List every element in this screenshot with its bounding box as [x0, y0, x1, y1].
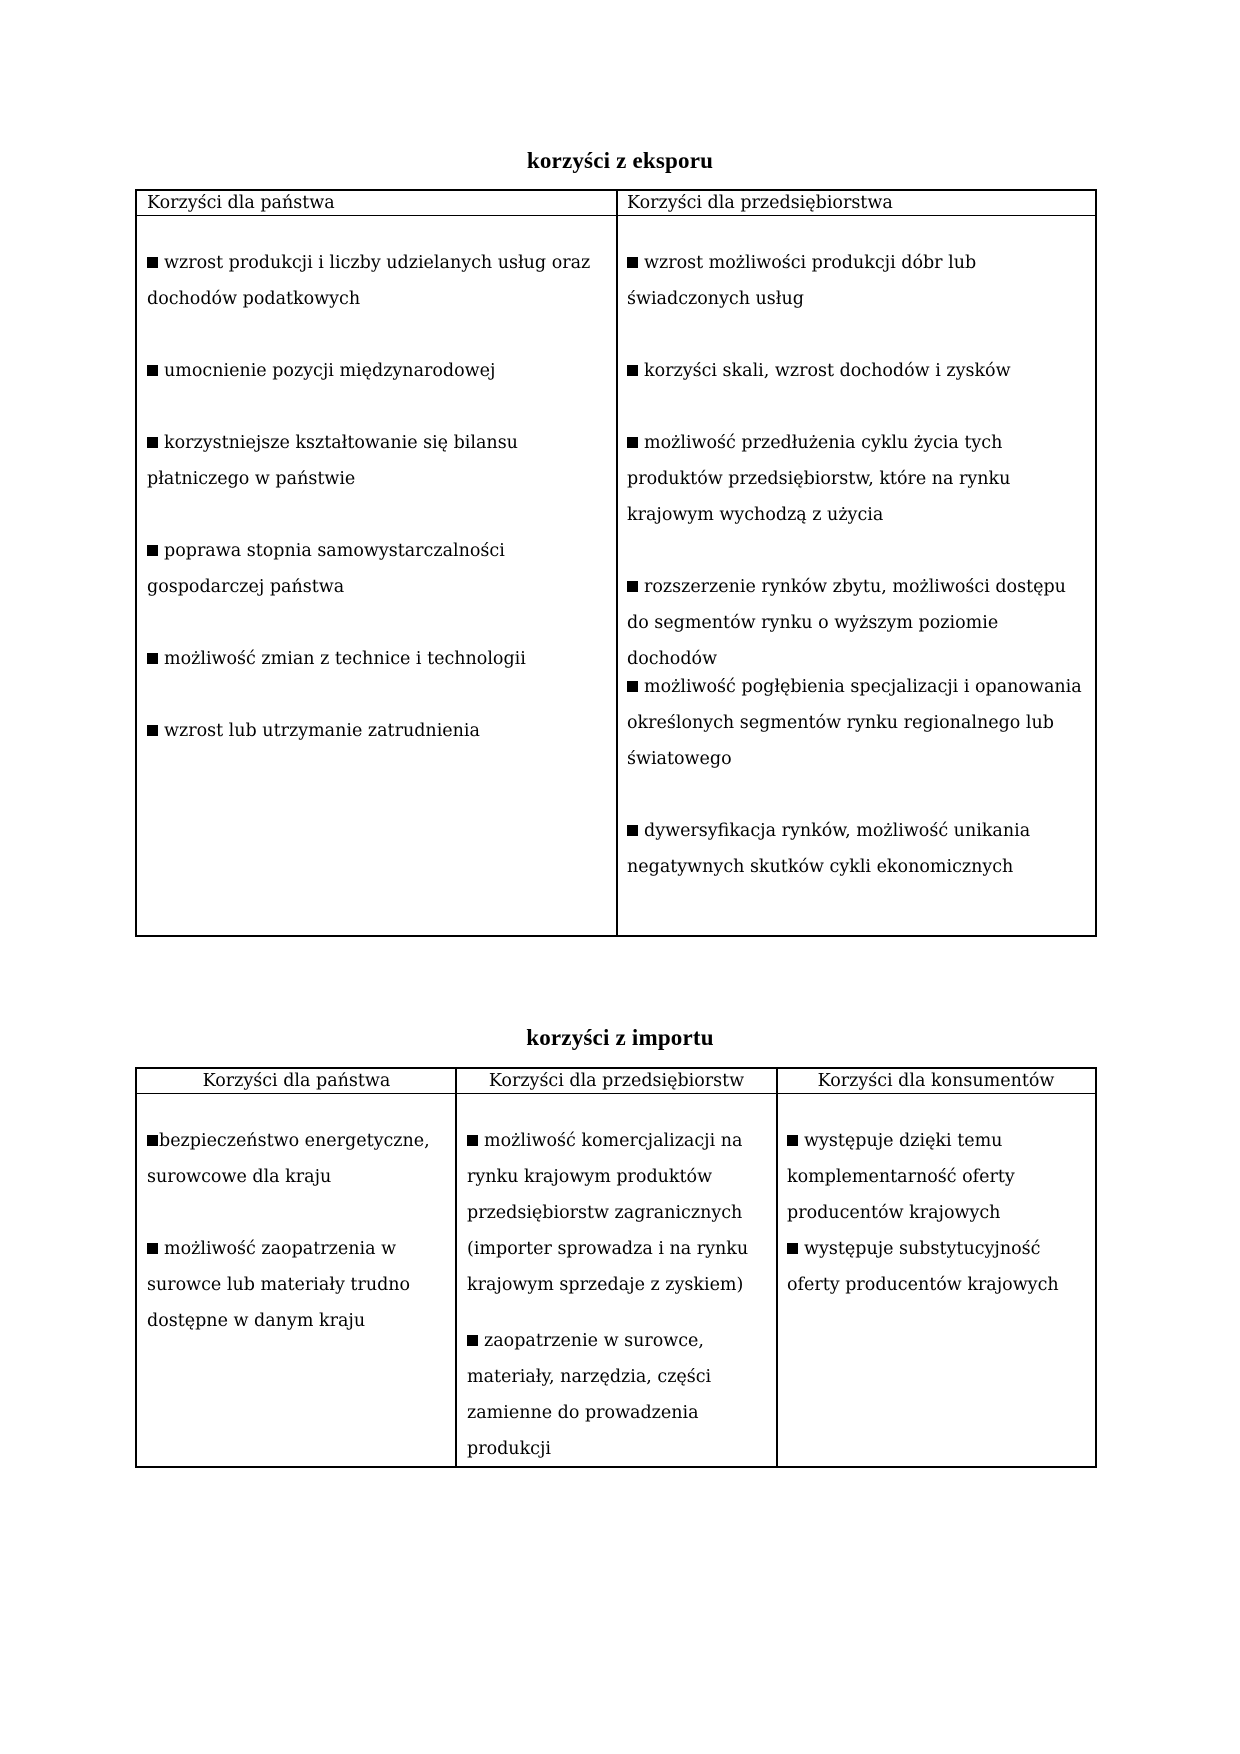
- list-item: możliwość zmian z technice i technologii: [147, 641, 609, 677]
- import-title: korzyści z importu: [526, 1025, 714, 1050]
- bullet-icon: [627, 365, 638, 376]
- bullet-icon: [147, 365, 158, 376]
- list-item: możliwość zaopatrzenia w surowce lub materiały trudno dostępne w danym kraju: [147, 1239, 411, 1331]
- export-table: [135, 189, 1097, 937]
- import-header-state: Korzyści dla państwa: [137, 1069, 456, 1094]
- import-column-divider: [455, 1069, 457, 1466]
- list-item: wzrost możliwości produkcji dóbr lub świadczonych usług: [627, 253, 977, 309]
- list-item: zaopatrzenie w surowce, materiały, narzędzia, części zamienne do prowadzenia produkcji: [467, 1331, 712, 1459]
- bullet-icon: [627, 581, 638, 592]
- bullet-icon: [787, 1243, 798, 1254]
- export-column-divider: [616, 191, 618, 935]
- list-item: możliwość komercjalizacji na rynku krajowym produktów przedsiębiorstw zagranicznych (importer sprowadza i na rynku krajowym sprzedaje z zyskiem): [467, 1131, 749, 1295]
- list-item: możliwość pogłębienia specjalizacji i opanowania określonych segmentów rynku regionalnego lub światowego: [627, 677, 1082, 769]
- bullet-icon: [787, 1135, 798, 1146]
- bullet-icon: [627, 257, 638, 268]
- bullet-icon: [147, 545, 158, 556]
- bullet-icon: [147, 725, 158, 736]
- list-item: występuje substytucyjność oferty producentów krajowych: [787, 1239, 1059, 1295]
- list-item: bezpieczeństwo energetyczne, surowcowe dla kraju: [147, 1131, 430, 1187]
- list-item: korzyści skali, wzrost dochodów i zysków: [627, 353, 1089, 389]
- bullet-icon: [467, 1335, 478, 1346]
- list-item: wzrost lub utrzymanie zatrudnienia: [147, 713, 609, 749]
- export-title: korzyści z eksporu: [526, 148, 714, 173]
- list-item: dywersyfikacja rynków, możliwość unikania negatywnych skutków cykli ekonomicznych: [627, 821, 1031, 877]
- import-header-consumer: Korzyści dla konsumentów: [777, 1069, 1095, 1094]
- list-item: umocnienie pozycji międzynarodowej: [147, 353, 609, 389]
- bullet-icon: [147, 1243, 158, 1254]
- bullet-icon: [147, 1135, 158, 1146]
- bullet-icon: [627, 825, 638, 836]
- bullet-icon: [147, 653, 158, 664]
- bullet-icon: [627, 437, 638, 448]
- import-column-divider: [776, 1069, 778, 1466]
- export-header-state: Korzyści dla państwa: [137, 191, 617, 216]
- list-item: wzrost produkcji i liczby udzielanych usług oraz dochodów podatkowych: [147, 253, 591, 309]
- import-header-company: Korzyści dla przedsiębiorstw: [456, 1069, 777, 1094]
- bullet-icon: [147, 257, 158, 268]
- export-header-company: Korzyści dla przedsiębiorstwa: [617, 191, 1095, 216]
- bullet-icon: [147, 437, 158, 448]
- bullet-icon: [627, 681, 638, 692]
- list-item: możliwość przedłużenia cyklu życia tych produktów przedsiębiorstw, które na rynku krajowym wychodzą z użycia: [627, 433, 1011, 525]
- import-table: [135, 1067, 1097, 1468]
- list-item: rozszerzenie rynków zbytu, możliwości dostępu do segmentów rynku o wyższym poziomie dochodów: [627, 577, 1066, 669]
- list-item: korzystniejsze kształtowanie się bilansu płatniczego w państwie: [147, 433, 518, 489]
- bullet-icon: [467, 1135, 478, 1146]
- list-item: występuje dzięki temu komplementarność oferty producentów krajowych: [787, 1131, 1015, 1223]
- list-item: poprawa stopnia samowystarczalności gospodarczej państwa: [147, 541, 505, 597]
